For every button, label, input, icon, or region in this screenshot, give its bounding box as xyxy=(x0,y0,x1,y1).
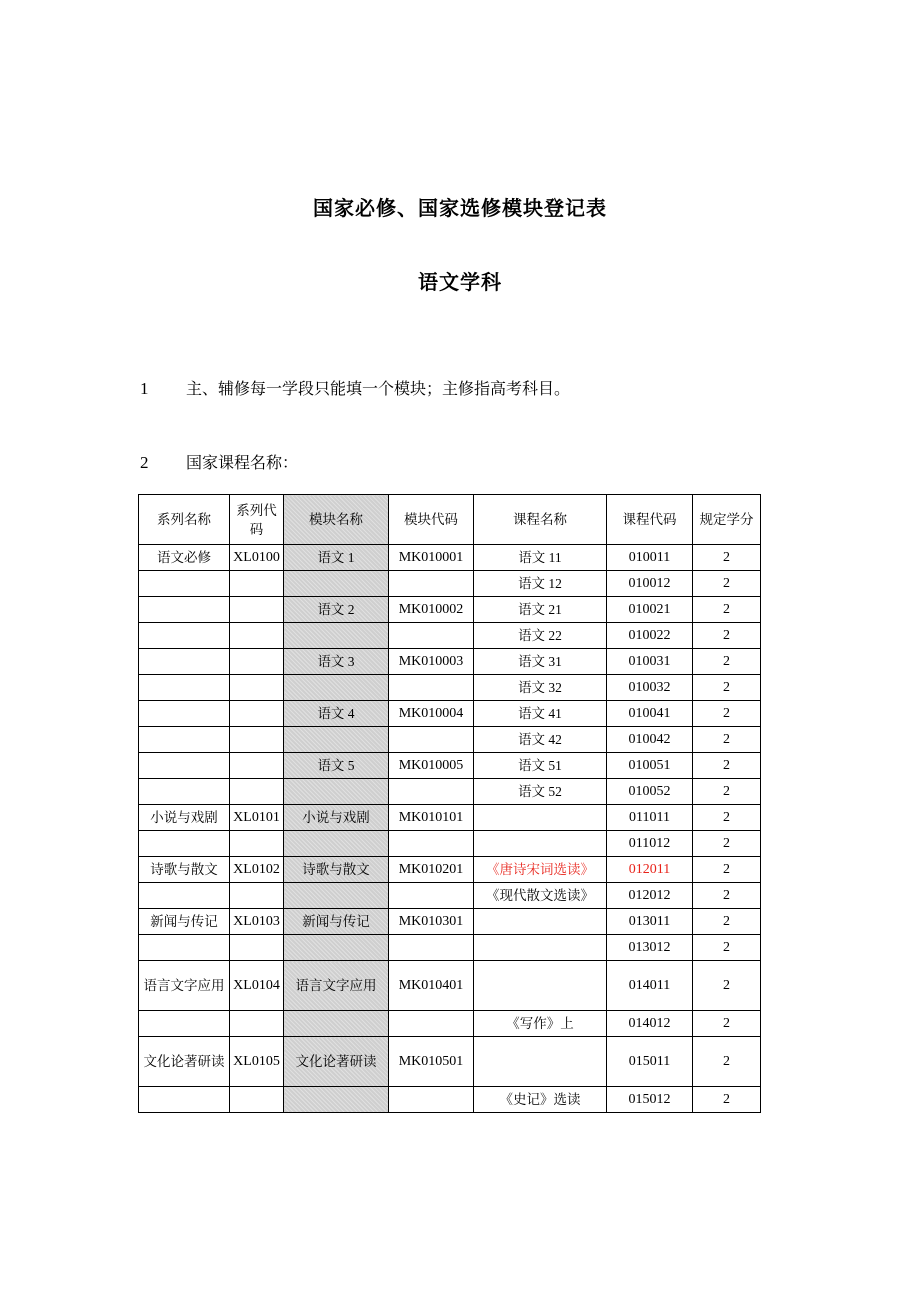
module-name-cell xyxy=(284,779,389,805)
module-code-cell: MK010101 xyxy=(389,805,474,831)
series-name-cell xyxy=(139,935,230,961)
course-name-cell xyxy=(474,909,607,935)
table-row xyxy=(139,649,761,675)
credits-cell: 2 xyxy=(693,701,761,727)
module-code-cell xyxy=(389,779,474,805)
series-name-cell xyxy=(139,753,230,779)
course-name-cell: 语文 11 xyxy=(474,545,607,571)
table-row xyxy=(139,623,761,649)
header-course-code: 课程代码 xyxy=(607,495,693,545)
module-name-cell: 语文 3 xyxy=(284,649,389,675)
module-code-cell: MK010003 xyxy=(389,649,474,675)
course-code-cell: 011012 xyxy=(607,831,693,857)
series-name-cell: 语文必修 xyxy=(139,545,230,571)
series-name-cell xyxy=(139,1011,230,1037)
course-code-cell: 012012 xyxy=(607,883,693,909)
credits-cell: 2 xyxy=(693,727,761,753)
course-code-cell: 013012 xyxy=(607,935,693,961)
course-name-cell: 语文 41 xyxy=(474,701,607,727)
module-code-cell xyxy=(389,935,474,961)
table-row xyxy=(139,909,761,935)
course-code-cell: 015011 xyxy=(607,1037,693,1087)
note-text: 主、辅修每一学段只能填一个模块；主修指高考科目。 xyxy=(186,379,571,398)
module-name-cell: 文化论著研读 xyxy=(284,1037,389,1087)
module-code-cell: MK010401 xyxy=(389,961,474,1011)
series-code-cell: XL0102 xyxy=(230,857,284,883)
table-row xyxy=(139,571,761,597)
module-code-cell: MK010002 xyxy=(389,597,474,623)
credits-cell: 2 xyxy=(693,753,761,779)
course-code-cell: 010011 xyxy=(607,545,693,571)
credits-cell: 2 xyxy=(693,571,761,597)
series-code-cell: XL0101 xyxy=(230,805,284,831)
course-name-cell: 语文 21 xyxy=(474,597,607,623)
module-code-cell xyxy=(389,883,474,909)
table-row xyxy=(139,883,761,909)
module-code-cell xyxy=(389,623,474,649)
series-code-cell xyxy=(230,831,284,857)
note-number: 2 xyxy=(140,453,149,472)
course-name-cell xyxy=(474,831,607,857)
series-code-cell xyxy=(230,753,284,779)
credits-cell: 2 xyxy=(693,831,761,857)
table-row xyxy=(139,935,761,961)
table-row xyxy=(139,727,761,753)
credits-cell: 2 xyxy=(693,649,761,675)
series-name-cell xyxy=(139,597,230,623)
series-code-cell: XL0100 xyxy=(230,545,284,571)
course-name-cell xyxy=(474,805,607,831)
module-name-cell: 新闻与传记 xyxy=(284,909,389,935)
series-name-cell xyxy=(139,701,230,727)
table-row xyxy=(139,675,761,701)
module-code-cell xyxy=(389,1011,474,1037)
module-code-cell: MK010001 xyxy=(389,545,474,571)
course-code-cell: 010051 xyxy=(607,753,693,779)
credits-cell: 2 xyxy=(693,545,761,571)
series-code-cell: XL0105 xyxy=(230,1037,284,1087)
series-name-cell xyxy=(139,883,230,909)
note-number: 1 xyxy=(140,379,149,398)
credits-cell: 2 xyxy=(693,623,761,649)
table-row xyxy=(139,753,761,779)
series-name-cell xyxy=(139,727,230,753)
credits-cell: 2 xyxy=(693,805,761,831)
module-name-cell xyxy=(284,675,389,701)
table-header-row xyxy=(139,495,761,545)
course-code-cell: 010052 xyxy=(607,779,693,805)
series-name-cell: 语言文字应用 xyxy=(139,961,230,1011)
course-name-cell: 语文 32 xyxy=(474,675,607,701)
page-title: 国家必修、国家选修模块登记表 xyxy=(313,196,607,220)
credits-cell: 2 xyxy=(693,1087,761,1113)
series-name-cell: 新闻与传记 xyxy=(139,909,230,935)
series-name-cell xyxy=(139,649,230,675)
table-row xyxy=(139,857,761,883)
module-name-cell xyxy=(284,1011,389,1037)
series-name-cell xyxy=(139,623,230,649)
module-register-table xyxy=(138,494,761,1113)
course-code-cell: 010042 xyxy=(607,727,693,753)
course-code-cell: 010021 xyxy=(607,597,693,623)
course-code-cell: 010032 xyxy=(607,675,693,701)
page-subtitle: 语文学科 xyxy=(418,270,502,294)
series-code-cell: XL0103 xyxy=(230,909,284,935)
credits-cell: 2 xyxy=(693,675,761,701)
credits-cell: 2 xyxy=(693,883,761,909)
module-name-cell xyxy=(284,1087,389,1113)
table-row xyxy=(139,1037,761,1087)
course-code-cell: 010041 xyxy=(607,701,693,727)
series-code-cell xyxy=(230,597,284,623)
module-name-cell: 语文 1 xyxy=(284,545,389,571)
credits-cell: 2 xyxy=(693,857,761,883)
module-code-cell: MK010005 xyxy=(389,753,474,779)
module-code-cell: MK010201 xyxy=(389,857,474,883)
series-code-cell xyxy=(230,727,284,753)
course-code-cell: 010022 xyxy=(607,623,693,649)
module-name-cell xyxy=(284,727,389,753)
series-code-cell xyxy=(230,623,284,649)
header-series-code: 系列代码 xyxy=(230,495,284,545)
series-code-cell xyxy=(230,649,284,675)
table-row xyxy=(139,701,761,727)
course-name-cell: 语文 52 xyxy=(474,779,607,805)
note-1 xyxy=(140,376,570,399)
series-name-cell xyxy=(139,779,230,805)
header-series-name: 系列名称 xyxy=(139,495,230,545)
header-module-name: 模块名称 xyxy=(284,495,389,545)
course-name-cell xyxy=(474,961,607,1011)
module-name-cell xyxy=(284,883,389,909)
course-name-cell: 语文 51 xyxy=(474,753,607,779)
course-code-cell: 012011 xyxy=(607,857,693,883)
course-code-cell: 014012 xyxy=(607,1011,693,1037)
module-code-cell: MK010501 xyxy=(389,1037,474,1087)
credits-cell: 2 xyxy=(693,909,761,935)
course-name-cell: 《写作》上 xyxy=(474,1011,607,1037)
module-name-cell xyxy=(284,935,389,961)
course-code-cell: 014011 xyxy=(607,961,693,1011)
module-name-cell: 语文 5 xyxy=(284,753,389,779)
course-code-cell: 011011 xyxy=(607,805,693,831)
credits-cell: 2 xyxy=(693,1011,761,1037)
series-code-cell xyxy=(230,675,284,701)
course-name-cell: 《现代散文选读》 xyxy=(474,883,607,909)
course-name-cell: 语文 12 xyxy=(474,571,607,597)
series-code-cell xyxy=(230,701,284,727)
table-row xyxy=(139,779,761,805)
module-code-cell xyxy=(389,831,474,857)
note-text: 国家课程名称： xyxy=(186,453,299,472)
credits-cell: 2 xyxy=(693,779,761,805)
module-name-cell: 诗歌与散文 xyxy=(284,857,389,883)
course-name-cell: 语文 42 xyxy=(474,727,607,753)
course-code-cell: 010031 xyxy=(607,649,693,675)
series-name-cell xyxy=(139,675,230,701)
course-code-cell: 015012 xyxy=(607,1087,693,1113)
course-code-cell: 013011 xyxy=(607,909,693,935)
module-name-cell xyxy=(284,831,389,857)
course-name-cell: 《唐诗宋词选读》 xyxy=(474,857,607,883)
module-code-cell xyxy=(389,727,474,753)
course-name-cell: 语文 31 xyxy=(474,649,607,675)
module-name-cell: 语文 2 xyxy=(284,597,389,623)
module-name-cell: 小说与戏剧 xyxy=(284,805,389,831)
note-2 xyxy=(140,450,298,473)
table-row xyxy=(139,831,761,857)
series-code-cell xyxy=(230,1011,284,1037)
module-name-cell: 语文 4 xyxy=(284,701,389,727)
series-code-cell xyxy=(230,779,284,805)
module-code-cell xyxy=(389,571,474,597)
course-name-cell: 语文 22 xyxy=(474,623,607,649)
series-name-cell: 诗歌与散文 xyxy=(139,857,230,883)
course-name-cell: 《史记》选读 xyxy=(474,1087,607,1113)
series-code-cell: XL0104 xyxy=(230,961,284,1011)
module-code-cell: MK010004 xyxy=(389,701,474,727)
credits-cell: 2 xyxy=(693,1037,761,1087)
table-row xyxy=(139,961,761,1011)
series-code-cell xyxy=(230,571,284,597)
series-code-cell xyxy=(230,883,284,909)
series-name-cell: 小说与戏剧 xyxy=(139,805,230,831)
table-row xyxy=(139,1011,761,1037)
module-name-cell: 语言文字应用 xyxy=(284,961,389,1011)
module-code-cell: MK010301 xyxy=(389,909,474,935)
module-code-cell xyxy=(389,675,474,701)
course-code-cell: 010012 xyxy=(607,571,693,597)
credits-cell: 2 xyxy=(693,961,761,1011)
header-course-name: 课程名称 xyxy=(474,495,607,545)
module-code-cell xyxy=(389,1087,474,1113)
series-code-cell xyxy=(230,935,284,961)
series-name-cell xyxy=(139,1087,230,1113)
series-code-cell xyxy=(230,1087,284,1113)
header-credits: 规定学分 xyxy=(693,495,761,545)
table-row xyxy=(139,805,761,831)
module-name-cell xyxy=(284,623,389,649)
module-name-cell xyxy=(284,571,389,597)
header-module-code: 模块代码 xyxy=(389,495,474,545)
credits-cell: 2 xyxy=(693,935,761,961)
table-row xyxy=(139,597,761,623)
table-row xyxy=(139,1087,761,1113)
series-name-cell: 文化论著研读 xyxy=(139,1037,230,1087)
credits-cell: 2 xyxy=(693,597,761,623)
series-name-cell xyxy=(139,831,230,857)
series-name-cell xyxy=(139,571,230,597)
course-name-cell xyxy=(474,935,607,961)
table-row xyxy=(139,545,761,571)
course-name-cell xyxy=(474,1037,607,1087)
